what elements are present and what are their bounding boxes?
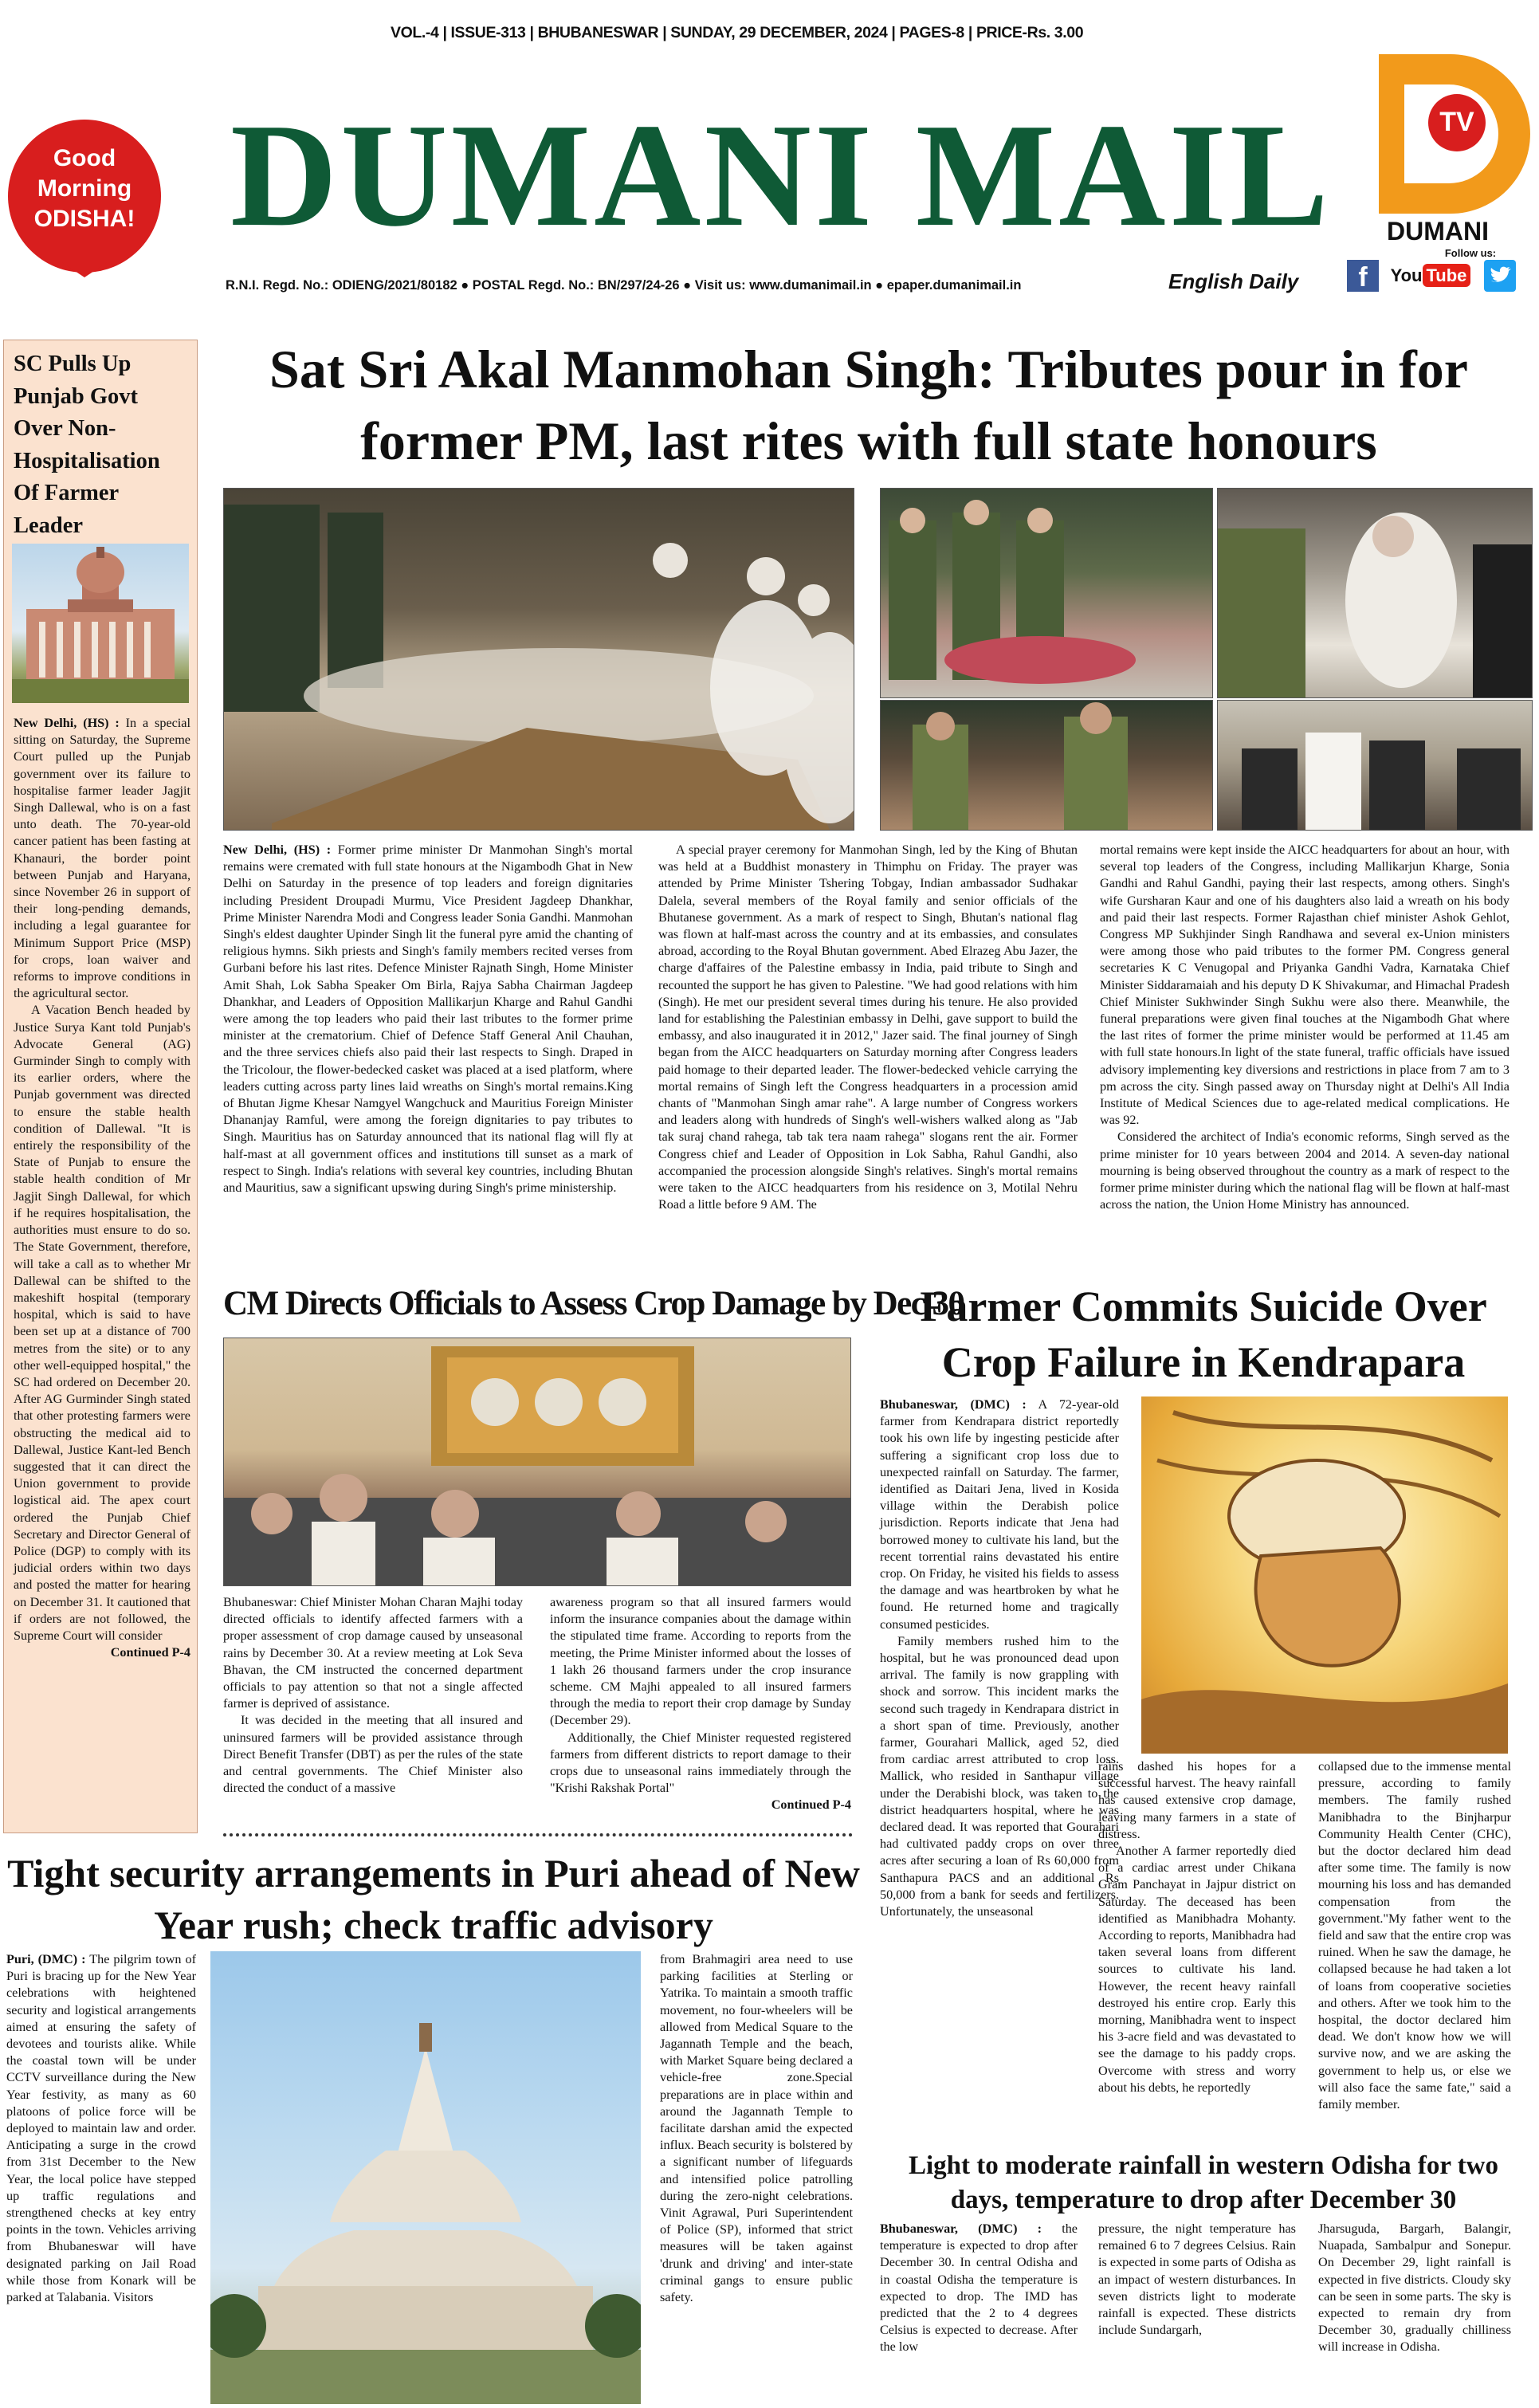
farmer-illustration [1141, 1396, 1508, 1754]
cremation-photo [223, 488, 854, 831]
sidebar-continued: Continued P-4 [110, 1645, 190, 1660]
rain-dateline: Bhubaneswar, (DMC) : [880, 2221, 1042, 2236]
cm-col1-para-2: It was decided in the meeting that all insured and uninsured farmers will be provided assistance through Direct Benefit Transfer (DBT) as per the rules of the state and central governments. The Chief Minister also directed the conduct of a massive [223, 1713, 523, 1796]
puri-col2-text: from Brahmagiri area need to use parking facilities at Sterling or Yatrika. To maintain a smooth traffic movement, no four-wheelers will be allowed from Medical Square to the Jagannath Temple and the beach, with Market Square being declared a vehicle-free zone.Special preparations are in place within and around the Jagannath Temple to facilitate darshan amid the expected influx. Beach security is bolstered by a significant number of lifeguards and intensified police patrolling during the zero-night celebrations. Vinit Agrawal, Puri Superintendent of Police (SP), informed that strict measures will be taken against 'drunk and driving' and inter-state criminal gangs to ensure public safety. [660, 1952, 853, 2305]
lead-col-1 [223, 842, 633, 1196]
modi-tribute-photo [1217, 488, 1533, 698]
farmer-col-1 [880, 1396, 1119, 1920]
cm-col1-para-1: Bhubaneswar: Chief Minister Mohan Charan Majhi today directed officials to identify affected farmers with a proper assessment of crop damage caused by unseasonal rains by December 30. At a review meeting at Lok Seva Bhavan, the CM instructed the concerned department officials to pay attention so that not a single affected farmer is deprived of assistance. [223, 1595, 523, 1711]
wreath-tribute-photo [880, 488, 1213, 698]
rain-col1-text: the temperature is expected to drop after December 30. In central Odisha and in coastal Odisha the temperature is expected to drop. The IMD has predicted that the 2 to 4 degrees Celsius is expected to decrease. After the low [880, 2221, 1078, 2355]
sidebar-para-2: A Vacation Bench headed by Justice Surya Kant told Punjab's Advocate General (AG) Gurminder Singh to comply with its earlier orders, where the Punjab government was directed to ensure the stable health condition of Dallewal. "It is entirely the responsibility of the State of Punjab to ensure the stable health condition of Mr Jagjit Singh Dallewal, for which if he requires hospitalisation, the authorities must ensure to do so. The State Government, therefore, will take a call as to whether Mr Dallewal can be shifted to the makeshift hospital (temporary hospital, which is said to have been set up at a distance of 700 metres from the site) or to any other well-equipped hospital," the SC had ordered on December 20. After AG Gurminder Singh stated that other protesting farmers were obstructing the medical aid to Dallewal, Justice Kant-led Bench suggested that it can direct the Union government to provide logistical aid. The apex court ordered the Punjab Chief Secretary and Director General of Police (DGP) to comply with its judicial orders within two days and posted the matter for hearing on December 31. It cautioned that if orders are not followed, the Supreme Court will consider [14, 1003, 190, 1643]
cm-col2-para-1: awareness program so that all insured farmers would inform the insurance companies about the damage within the stipulated time frame. According to reports from the meeting, the Prime Minister informed about the losses of 1 lakh 26 thousand farmers under the crop insurance scheme. CM Majhi appealed to all insured farmers through the media to report their crop damage by Sunday (December 29). [550, 1595, 851, 1728]
rain-col2-text: pressure, the night temperature has remained 6 to 7 degrees Celsius. Rain is expected in some parts of Odisha as an impact of western disturbances. In seven districts light to moderate rainfall is expected. These districts include Sundargarh, [1098, 2221, 1296, 2338]
registration-line: R.N.I. Regd. No.: ODIENG/2021/80182 ● POSTAL Regd. No.: BN/297/24-26 ● Visit us: www.dumanimail.in ● epaper.dumanimail.in [226, 278, 1022, 293]
lead-col3-text-2: Considered the architect of India's economic reforms, Singh served as the prime minister for 10 years between 2004 and 2014. A seven-day national mourning is being observed throughout the country as a mark of respect to the former prime minister during which the national flag will be flown at half-mast across the nation, the Union Home Ministry has announced. [1100, 1129, 1510, 1212]
salute-photo [880, 700, 1213, 831]
jagannath-temple-photo [210, 1951, 641, 2404]
section-divider [223, 1833, 853, 1836]
tv-brand: DUMANI [1387, 217, 1489, 246]
farmer-col2-para-1: rains dashed his hopes for a successful harvest. The heavy rainfall has caused extensive crop damage, leaving many farmers in a state of distress. [1098, 1759, 1296, 1841]
badge-line-morning: Morning [37, 175, 132, 202]
cm-headline: CM Directs Officials to Assess Crop Damage by Dec 30 [223, 1285, 964, 1322]
puri-col1-text: The pilgrim town of Puri is bracing up for the New Year celebrations with heightened security and logistical arrangements aimed at ensuring the safety of devotees and tourists alike. While the coastal town will be under CCTV surveillance during the New Year festivity, as many as 60 platoons of police force will be deployed to maintain law and order. Anticipating a surge in the crowd from 31st December to the New Year, the local police have stepped up traffic regulations and strengthened checks at key entry points in the town. Vehicles arriving from Bhubaneswar will have designated parking on Jail Road while those from Konark will be parked at Talabania. Visitors [6, 1952, 196, 2305]
follow-us-label: Follow us: [1444, 247, 1497, 259]
facebook-icon[interactable]: f [1347, 260, 1379, 292]
farmer-col2-para-2: Another A farmer reportedly died of a cardiac arrest under Chikana Gram Panchayat in Jajpur district on Saturday. The deceased has been identified as Manibhadra Mohanty. According to reports, Manibhadra had taken several loans from different sources to cultivate his land. However, the recent heavy rainfall destroyed his entire crop. Early this morning, Manibhadra went to inspect his 3-acre field and was devastated to see the damage to his paddy crops. Overcome with stress and worry about his debts, he reportedly [1098, 1844, 1296, 2095]
cm-col-2 [550, 1594, 851, 1814]
cm-col2-para-2: Additionally, the Chief Minister requested registered farmers from different districts to report damage to their crops due to unseasonal rains immediately through the "Krishi Rakshak Portal" [550, 1730, 851, 1796]
farmer-headline: Farmer Commits Suicide Over Crop Failure in Kendrapara [920, 1283, 1487, 1386]
supreme-court-photo [12, 544, 189, 703]
mourners-photo [1217, 700, 1533, 831]
farmer-col1-para-2: Family members rushed him to the hospital, but he was pronounced dead upon arrival. The family is now grappling with shock and sorrow. This incident marks the second such tragedy in Kendrapara district in a short span of time. Previously, another farmer, Gourahari Mallick, aged 52, died from cardiac arrest attributed to crop loss. Mallick, who resided in Santhapur village under the Derabishi block, was taken to the district headquarters hospital, where he was declared dead. It was reported that Gourahari had cultivated paddy crops on over three acres after securing a loan of Rs 60,000 from Santhapura PACS and an additional Rs 50,000 from a bank for seeds and fertilizers. Unfortunately, the unseasonal [880, 1633, 1119, 1919]
sidebar-headline: SC Pulls Up Punjab Govt Over Non-Hospitalisation Of Farmer Leader [14, 352, 160, 538]
sidebar-para-1: In a special sitting on Saturday, the Supreme Court pulled up the Punjab government over its failure to hospitalise farmer leader Jagjit Singh Dallewal, who is on a fast unto death. The 70-year-old cancer patient has been fasting at Khanauri, the border point between Punjab and Haryana, since November 26 in support of their long-pending demands, including a legal guarantee for Minimum Support Price (MSP) for crops, loan waiver and reforms to improve conditions in the agricultural sector. [14, 716, 190, 1001]
cm-meeting-photo [223, 1338, 851, 1586]
twitter-icon[interactable] [1484, 260, 1516, 292]
sidebar-body [14, 715, 190, 1661]
badge-line-good: Good [53, 145, 116, 171]
edition-label: English Daily [1168, 269, 1299, 293]
sidebar-dateline: New Delhi, (HS) : [14, 716, 120, 730]
lead-col3-text: mortal remains were kept inside the AICC headquarters for about an hour, with several top leaders of the Congress, including Mallikarjun Kharge, Sonia Gandhi and Rahul Gandhi, paying their last respects, among others. Singh's wife Gursharan Kaur and one of his daughters also laid a wreath on his body and paid their last respects. Former Rajasthan chief minister Ashok Gehlot, Congress MP Sukhjinder Singh Randhawa and several ex-Union ministers were among those who paid tributes to the former PM. Congress general secretaries K C Venugopal and Priyanka Gandhi Vadra, Karnataka Chief Minister Siddaramaiah and his deputy D K Shivakumar, and Himachal Pradesh Chief Minister Sukhwinder Singh Sukhu were also there. Meanwhile, the funeral preparations were given final touches at the Nigambodh Ghat where the last rites of former the prime minister would be performed at 11.45 am with full state honours.In light of the state funeral, traffic officials have issued advisory implementing key diversions and restrictions in place from 7 am to 3 pm across the city. Singh passed away on Thursday night at Delhi's All India Institute of Medical Sciences due to age-related medical complications. He was 92. [1100, 843, 1510, 1128]
sidebar-story [3, 340, 198, 1833]
newspaper-title: DUMANI MAIL [230, 93, 1333, 257]
badge-line-odisha: ODISHA! [33, 206, 135, 232]
dumani-tv-logo [1355, 46, 1530, 222]
puri-col-2 [660, 1951, 853, 2306]
puri-dateline: Puri, (DMC) : [6, 1952, 86, 1966]
rain-col3-text: Jharsuguda, Bargarh, Balangir, Nuapada, Sambalpur and Sonepur. On December 29, light rainfall is expected in five districts. Cloudy sky can be seen in some parts. The sky is expected to remain dry from December 30, gradually chilliness will increase in Odisha. [1318, 2221, 1511, 2355]
tv-logo-text: TV [1439, 107, 1474, 137]
rain-headline: Light to moderate rainfall in western Odisha for two days, temperature to drop after December 30 [908, 2151, 1498, 2214]
farmer-col-3 [1318, 1758, 1511, 2113]
cm-col-1 [223, 1594, 523, 1797]
rain-col-1 [880, 2221, 1078, 2356]
lead-col1-text: Former prime minister Dr Manmohan Singh's mortal remains were cremated with full state honours at the Nigambodh Ghat in New Delhi on Saturday in the presence of top leaders and foreign dignitaries including President Droupadi Murmu, Vice President Jagdeep Dhankhar, Prime Minister Narendra Modi and Congress leader Sonia Gandhi. Manmohan Singh's eldest daughter Upinder Singh lit the funeral pyre amid the chanting of religious hymns. Sikh priests and Singh's family members recited verses from Gurbani before his last rites. Defence Minister Rajnath Singh, Home Minister Amit Shah, Lok Sabha Speaker Om Birla, Rajya Sabha Chairman Jagdeep Dhankhar, and Leaders of Opposition Mallikarjun Kharge and Rahul Gandhi were among the top leaders who paid their last tributes to the former prime minister at the crematorium. Chief of Defence Staff General Anil Chauhan, and the three services chiefs also paid their last respects to Singh. Draped in the Tricolour, the flower-bedecked casket was placed at a ised platform, where leaders cutting across party lines laid wreaths on Singh's mortal remains.King of Bhutan Jigme Khesar Namgyel Wangchuck and Mauritius Foreign Minister Dhananjay Ramful, were among the foreign dignitaries to pay tributes to Singh. Mauritius has on Saturday announced that its national flag will fly at half-mast at all government offices and institutions till sunset as a mark of respect to Singh. India's relations with several key countries, including Bhutan and Mauritius, saw a significant upswing during Singh's prime ministership. [223, 843, 634, 1196]
farmer-col1-para-1: A 72-year-old farmer from Kendrapara district reportedly took his own life by ingesting pesticide after suffering a significant crop loss due to unexpected rainfall on Saturday. The farmer, identified as Daitari Jena, lived in Kosida village within the Derabish police jurisdiction. Reports indicate that Jena had borrowed money to cultivate his land, but the recent torrential rains devastated his entire crop. On Friday, he visited his fields to assess the damage and was heartbroken by what he found. He returned home and tragically consumed pesticides. [880, 1397, 1120, 1632]
youtube-icon[interactable]: You Tube [1387, 260, 1474, 292]
cm-continued: Continued P-4 [771, 1797, 851, 1813]
good-morning-badge [5, 118, 164, 277]
farmer-col3-para-1: collapsed due to the immense mental pressure, according to family members. The family rushed Manibhadra to the Binjharpur Community Health Center (CHC), but the doctor declared him dead after some time. The family is now mourning his loss and has demanded compensation from the government."My father went to the field and saw that the entire crop was ruined. When he saw the damage, he collapsed because he had taken a lot of loans from cooperative societies and others. After we took him to the hospital, the doctor declared him dead. We don't know how we will survive now, and we are asking the government to help us, or else we will also face the same fate," said a family member. [1318, 1759, 1511, 2112]
lead-dateline: New Delhi, (HS) : [223, 843, 332, 857]
puri-col-1 [6, 1951, 196, 2306]
farmer-col-2 [1098, 1758, 1296, 2096]
issue-line: VOL.-4 | ISSUE-313 | BHUBANESWAR | SUNDAY, 29 DECEMBER, 2024 | PAGES-8 | PRICE-Rs. 3.00 [391, 24, 1084, 41]
puri-headline: Tight security arrangements in Puri ahead of New Year rush; check traffic advisory [7, 1851, 860, 1947]
lead-col-3 [1100, 842, 1510, 1213]
farmer-dateline: Bhubaneswar, (DMC) : [880, 1397, 1027, 1412]
rain-col-3 [1318, 2221, 1511, 2356]
lead-col-2 [658, 842, 1078, 1213]
lead-col2-text: A special prayer ceremony for Manmohan Singh, led by the King of Bhutan was held at a Buddhist monastery in Thimphu on Friday. The prayer was attended by Prime Minister Tshering Tobgay, Indian ambassador Sudhakar Dalela, several members of the Royal family and senior officials of the Bhutanese government. As a mark of respect to Singh, Bhutan's national flag was flown at half-mast across the country and at its embassies, and consulates abroad, according to the Royal Bhutan government. Abed Elrazeg Abu Jazer, the charge d'affaires of the Palestine embassy in India, paid tribute to Singh and recounted the support he has given to Palestine. "We had good relations with him (Singh). He met our president several times during his tenure. He also provided land for establishing the Palestinian embassy in Delhi, gave support to build the embassy, and also inaugurated it in 2012," Jazer said. The final journey of Singh began from the AICC headquarters on Saturday morning after Congress leaders paid homage to their departed leader. The flower-bedecked vehicle carrying the mortal remains of Singh left the Congress headquarters in a procession amid chants of "Manmohan Singh amar rahe". A large number of Congress workers and leaders along with hundreds of Singh's well-wishers walked along as "Jab tak suraj chand rahega, tab tak tera naam rahega" slogans rent the air. Former Congress chief and Leader of Opposition in Lok Sabha, Rahul Gandhi, also accompanied the procession alongside Singh's relatives. Singh's mortal remains were taken to the AICC headquarters from his residence on 3, Motilal Nehru Road a little before 9 AM. The [658, 843, 1078, 1212]
rain-col-2 [1098, 2221, 1296, 2339]
lead-headline: Sat Sri Akal Manmohan Singh: Tributes pour in for former PM, last rites with full state honours [269, 339, 1468, 471]
